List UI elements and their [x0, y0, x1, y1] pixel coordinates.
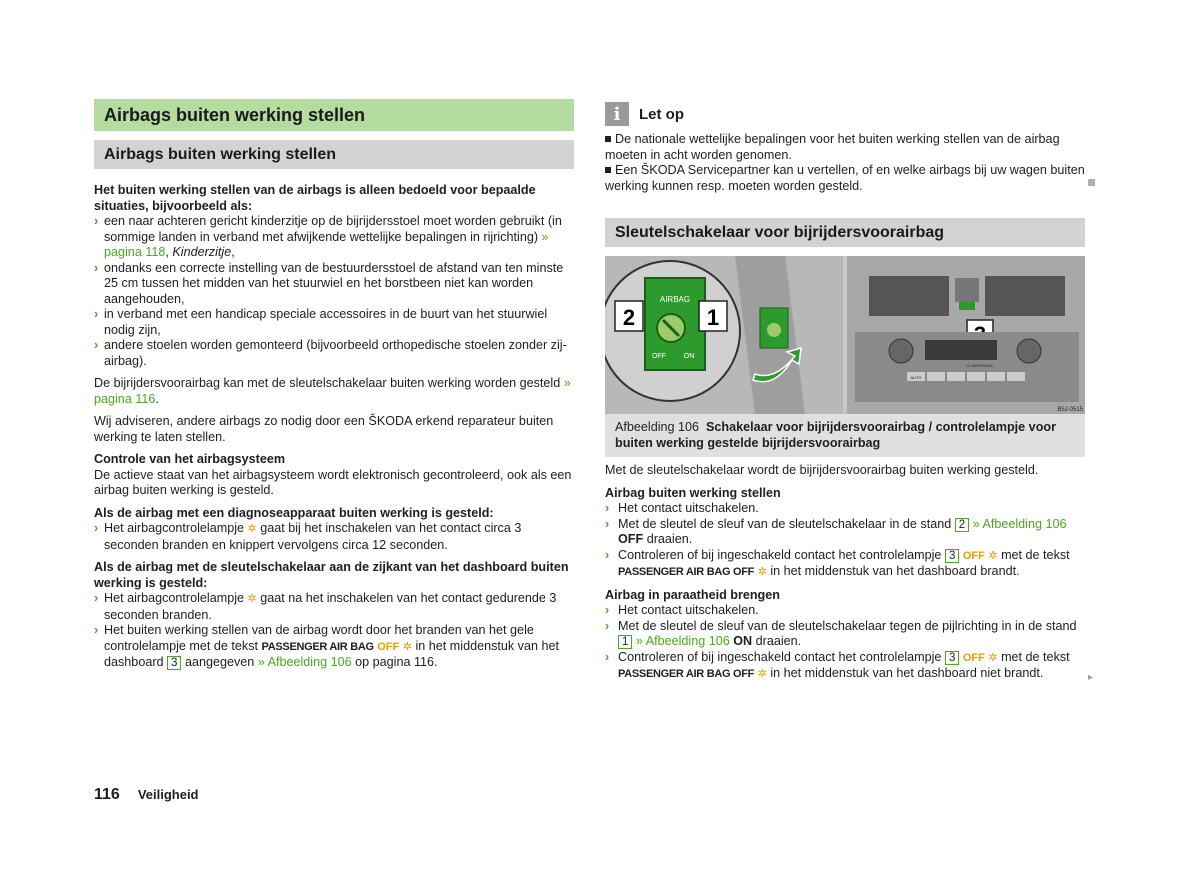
figure-code: B5J-0515 [1057, 407, 1083, 413]
bullet-arrow-icon: › [94, 591, 99, 605]
callout-number: 1 [618, 635, 632, 649]
info-icon: i [605, 102, 629, 126]
info-title: Let op [639, 105, 684, 123]
auto-label: AUTO [910, 375, 922, 380]
left-column [94, 99, 574, 671]
callout-number: 3 [945, 651, 959, 665]
figure-link[interactable]: » Afbeelding 106 [972, 516, 1067, 531]
info-item: Een ŠKODA Servicepartner kan u vertellen, of en welke airbags bij uw wagen buiten werking kunnen resp. moeten worden gesteld. [605, 163, 1085, 193]
list-item: › ondanks een correcte instelling van de bestuurdersstoel de afstand van ten minste 25 cm tussen het midden van het stuurwiel en het borstbeen niet kan worden aangehouden, [94, 260, 564, 306]
subsection-heading: Sleutelschakelaar voor bijrijdersvoorairbag [605, 218, 1085, 247]
bullet-arrow-icon: › [94, 214, 99, 228]
list-item: › een naar achteren gericht kinderzitje op de bijrijdersstoel moet worden gebruikt (in sommige landen in verband met afwijkende wettelijke bepalingen in rijrichting) » pagina 118, Kinderzitje, [94, 214, 562, 259]
climate-button [927, 372, 945, 381]
continue-arrow-icon: ▸ [1088, 672, 1094, 683]
off-label: OFF [652, 353, 666, 360]
list-item: › Het airbagcontrolelampje ✲ gaat na het inschakelen van het contact gedurende 3 seconden branden. [94, 591, 557, 622]
list-item: › andere stoelen worden gemonteerd (bijvoorbeeld orthopedische stoelen zonder zij-airbag). [94, 338, 567, 368]
page-link[interactable]: » pagina 118 [104, 229, 549, 259]
vent-left [869, 276, 949, 316]
page-number: 116 [94, 786, 120, 803]
figure-link[interactable]: » Afbeelding 106 [635, 634, 730, 648]
bullet-arrow-icon: › [94, 521, 99, 535]
paragraph: De bijrijdersvoorairbag kan met de sleutelschakelaar buiten werking worden gesteld » pagina 116. [94, 376, 571, 406]
figure-illustration [605, 256, 1085, 414]
knob-right [1017, 339, 1041, 363]
control-text: De actieve staat van het airbagsysteem wordt elektronisch gecontroleerd, ook als een airbag buiten werking is gesteld. [94, 467, 572, 497]
subsection-heading: Airbags buiten werking stellen [94, 140, 574, 169]
step-title: Airbag buiten werking stellen [605, 485, 781, 500]
airbag-label: AIRBAG [659, 295, 691, 304]
figure-caption: Afbeelding 106 Schakelaar voor bijrijdersvoorairbag / controlelampje voor buiten werking gestelde bijrijdersvoorairbag [605, 414, 1085, 457]
passenger-airbag-text: PASSENGER AIR BAG OFF [618, 668, 755, 680]
step-item: › Het contact uitschakelen. [605, 603, 759, 617]
callout-number: 3 [945, 549, 959, 563]
step-item: › Met de sleutel de sleuf van de sleutelschakelaar in de stand 2 » Afbeelding 106 OFF draaien. [605, 516, 1067, 546]
off-indicator: OFF [962, 651, 985, 664]
airbag-warning-icon: ✲ [247, 593, 257, 605]
climate-display [925, 340, 997, 360]
step-item: › Controleren of bij ingeschakeld contact het controlelampje 3 OFF ✲ met de tekst PASSENGER AIR BAG OFF ✲ in het middenstuk van het dashboard brandt. [605, 547, 1070, 578]
passenger-airbag-off-icon: ✲ [988, 651, 998, 664]
paragraph: Wij adviseren, andere airbags zo nodig door een ŠKODA erkend reparateur buiten werking te laten stellen. [94, 414, 554, 444]
paragraph: Met de sleutelschakelaar wordt de bijrijdersvoorairbag buiten werking gesteld. [605, 463, 1039, 477]
off-indicator: OFF [962, 549, 985, 562]
callout-2: 2 [622, 305, 636, 330]
bullet-arrow-icon: › [605, 501, 610, 515]
square-bullet-icon [605, 167, 611, 173]
bullet-arrow-icon: › [605, 547, 610, 562]
climate-button [1007, 372, 1025, 381]
step-title: Airbag in paraatheid brengen [605, 587, 780, 602]
passenger-airbag-text: PASSENGER AIR BAG OFF [618, 566, 755, 578]
right-column [605, 99, 1085, 683]
on-label: ON [683, 353, 695, 360]
bullet-arrow-icon: › [94, 260, 99, 275]
key-switch-title: Als de airbag met de sleutelschakelaar aan de zijkant van het dashboard buiten werking is gesteld: [94, 560, 569, 590]
climate-button [987, 372, 1005, 381]
callout-1: 1 [706, 305, 720, 330]
bullet-arrow-icon: › [605, 516, 610, 531]
figure-link[interactable]: » Afbeelding 106 [257, 655, 352, 669]
step-item: › Het contact uitschakelen. [605, 501, 759, 515]
page-link[interactable]: » pagina 116 [94, 376, 571, 406]
list-item: › in verband met een handicap speciale accessoires in de buurt van het stuurwiel nodig zijn, [94, 307, 548, 337]
hazard-button [955, 278, 979, 302]
info-box-header [605, 99, 1085, 129]
climatronic-label: CLIMATRONIC [966, 363, 994, 368]
indicator-lamp [959, 302, 975, 310]
bullet-arrow-icon: › [605, 649, 610, 664]
square-bullet-icon [605, 136, 611, 142]
callout-number: 2 [955, 518, 969, 532]
end-of-section-marker [1088, 179, 1095, 186]
callout-number: 3 [167, 656, 181, 670]
vent-right [985, 276, 1065, 316]
intro-text: Het buiten werking stellen van de airbags is alleen bedoeld voor bepaalde situaties, bijvoorbeeld als: [94, 183, 536, 213]
passenger-airbag-off-icon: ✲ [402, 640, 412, 653]
list-item: › Het buiten werking stellen van de airbag wordt door het branden van het gele controlelampje met de tekst PASSENGER AIR BAG OFF ✲ in het middenstuk van het dashboard 3 aangegeven » Afbeelding 106 op pagina 116. [94, 623, 559, 669]
passenger-airbag-off-icon: ✲ [757, 668, 767, 680]
bullet-arrow-icon: › [94, 623, 99, 637]
figure-106 [605, 256, 1085, 414]
section-name: Veiligheid [137, 787, 199, 802]
knob-left [889, 339, 913, 363]
climate-button [967, 372, 985, 381]
list-item: › Het airbagcontrolelampje ✲ gaat bij het inschakelen van het contact circa 3 seconden branden en knippert vervolgens circa 12 seconden. [94, 521, 522, 552]
bullet-arrow-icon: › [605, 618, 610, 633]
passenger-airbag-off-icon: ✲ [988, 549, 998, 562]
bullet-arrow-icon: › [94, 307, 99, 321]
info-item: De nationale wettelijke bepalingen voor het buiten werking stellen van de airbag moeten in acht worden genomen. [605, 132, 1060, 162]
page-footer [94, 786, 199, 804]
passenger-airbag-off-icon: ✲ [757, 566, 767, 578]
step-item: › Controleren of bij ingeschakeld contact het controlelampje 3 OFF ✲ met de tekst PASSENGER AIR BAG OFF ✲ in het middenstuk van het dashboard niet brandt. [605, 649, 1070, 680]
caption-prefix: Afbeelding 106 [615, 420, 700, 434]
bullet-arrow-icon: › [605, 603, 610, 617]
bullet-arrow-icon: › [94, 338, 99, 352]
step-item: › Met de sleutel de sleuf van de sleutelschakelaar tegen de pijlrichting in in de stand 1 » Afbeelding 106 ON draaien. [605, 618, 1077, 648]
small-key-slot [767, 323, 781, 337]
diagnosis-title: Als de airbag met een diagnoseapparaat buiten werking is gesteld: [94, 505, 494, 520]
control-title: Controle van het airbagsysteem [94, 452, 286, 466]
section-heading: Airbags buiten werking stellen [94, 99, 574, 131]
climate-button [947, 372, 965, 381]
passenger-airbag-text: PASSENGER AIR BAG [261, 640, 374, 653]
off-indicator: OFF [377, 640, 400, 653]
airbag-warning-icon: ✲ [247, 523, 257, 535]
